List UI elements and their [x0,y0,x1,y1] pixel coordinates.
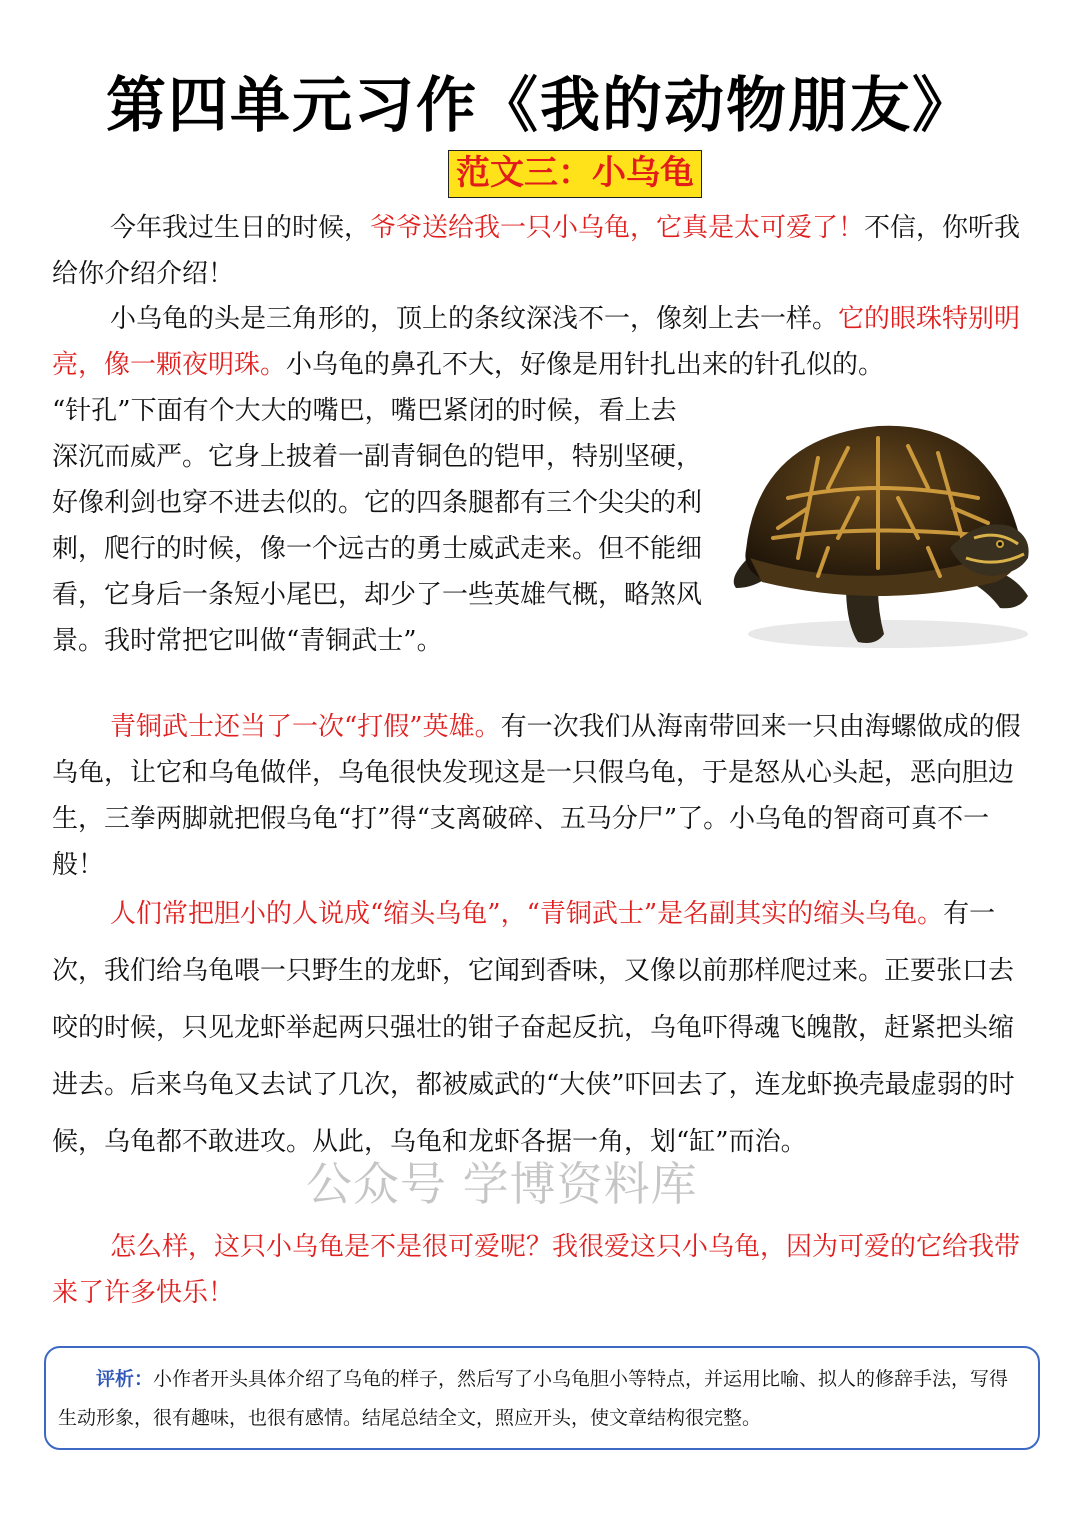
paragraph-2 [52,296,1032,388]
highlight-text: 爷爷送给我一只小乌龟，它真是太可爱了！ [370,213,865,243]
text-span: 有一次，我们给乌龟喂一只野生的龙虾，它闻到香味，又像以前那样爬过来。正要张口去咬的时候，只见龙虾举起两只强壮的钳子奋起反抗，乌龟吓得魂飞魄散，赶紧把头缩进去。后来乌龟又去试了几次，都被威武的“大侠”吓回去了，连龙虾换壳最虚弱的时候，乌龟都不敢进攻。从此，乌龟和龙虾各据一角，划“缸”而治。 [52,899,1015,1157]
highlight-text: 它的眼珠特别明亮，像一颗夜明珠。 [52,304,1021,380]
highlight-text: 青铜武士还当了一次“打假”英雄。 [110,712,501,742]
text-span: 有一次我们从海南带回来一只由海螺做成的假乌龟，让它和乌龟做伴，乌龟很快发现这是一只假乌龟，于是怒从心头起，恶向胆边生，三拳两脚就把假乌龟“打”得“支离破碎、五马分尸”了。小乌龟的智商可真不一般！ [52,712,1021,880]
paragraph-5: 怎么样，这只小乌龟是不是很可爱呢？我很爱这只小乌龟，因为可爱的它给我带来了许多快乐！ [52,1232,1021,1308]
text-span: 今年我过生日的时候， [110,213,371,243]
paragraph-3 [52,704,1032,888]
analysis-box [44,1346,1040,1450]
highlight-text: 人们常把胆小的人说成“缩头乌龟”，“青铜武士”是名副其实的缩头乌龟。 [110,899,944,929]
paragraph-4 [52,886,1032,1171]
text-span: 不信，你听我给你介绍介绍！ [52,213,1021,289]
analysis-label: 评析： [96,1368,154,1390]
analysis-text: 小作者开头具体介绍了乌龟的样子，然后写了小乌龟胆小等特点，并运用比喻、拟人的修辞手法，写得生动形象，很有趣味，也很有感情。结尾总结全文，照应开头，使文章结构很完整。 [58,1368,1009,1429]
page-title: 第四单元习作《我的动物朋友》 [106,71,974,141]
watermark: 公众号 学博资料库 [306,1157,698,1211]
text-span: 小乌龟的头是三角形的，顶上的条纹深浅不一，像刻上去一样。 [110,304,839,334]
subtitle-badge: 范文三：小乌龟 [448,150,702,198]
text-span: 小乌龟的鼻孔不大，好像是用针扎出来的针孔似的。 [286,350,885,380]
turtle-image [728,398,1040,658]
paragraph-2-continued: “针孔”下面有个大大的嘴巴，嘴巴紧闭的时候，看上去深沉而威严。它身上披着一副青铜色的铠甲，特别坚硬，好像利剑也穿不进去似的。它的四条腿都有三个尖尖的利刺，爬行的时候，像一个远古的勇士威武走来。但不能细看，它身后一条短小尾巴，却少了一些英雄气概，略煞风景。我时常把它叫做“青铜武士”。 [52,396,703,656]
paragraph-1 [52,205,1032,297]
